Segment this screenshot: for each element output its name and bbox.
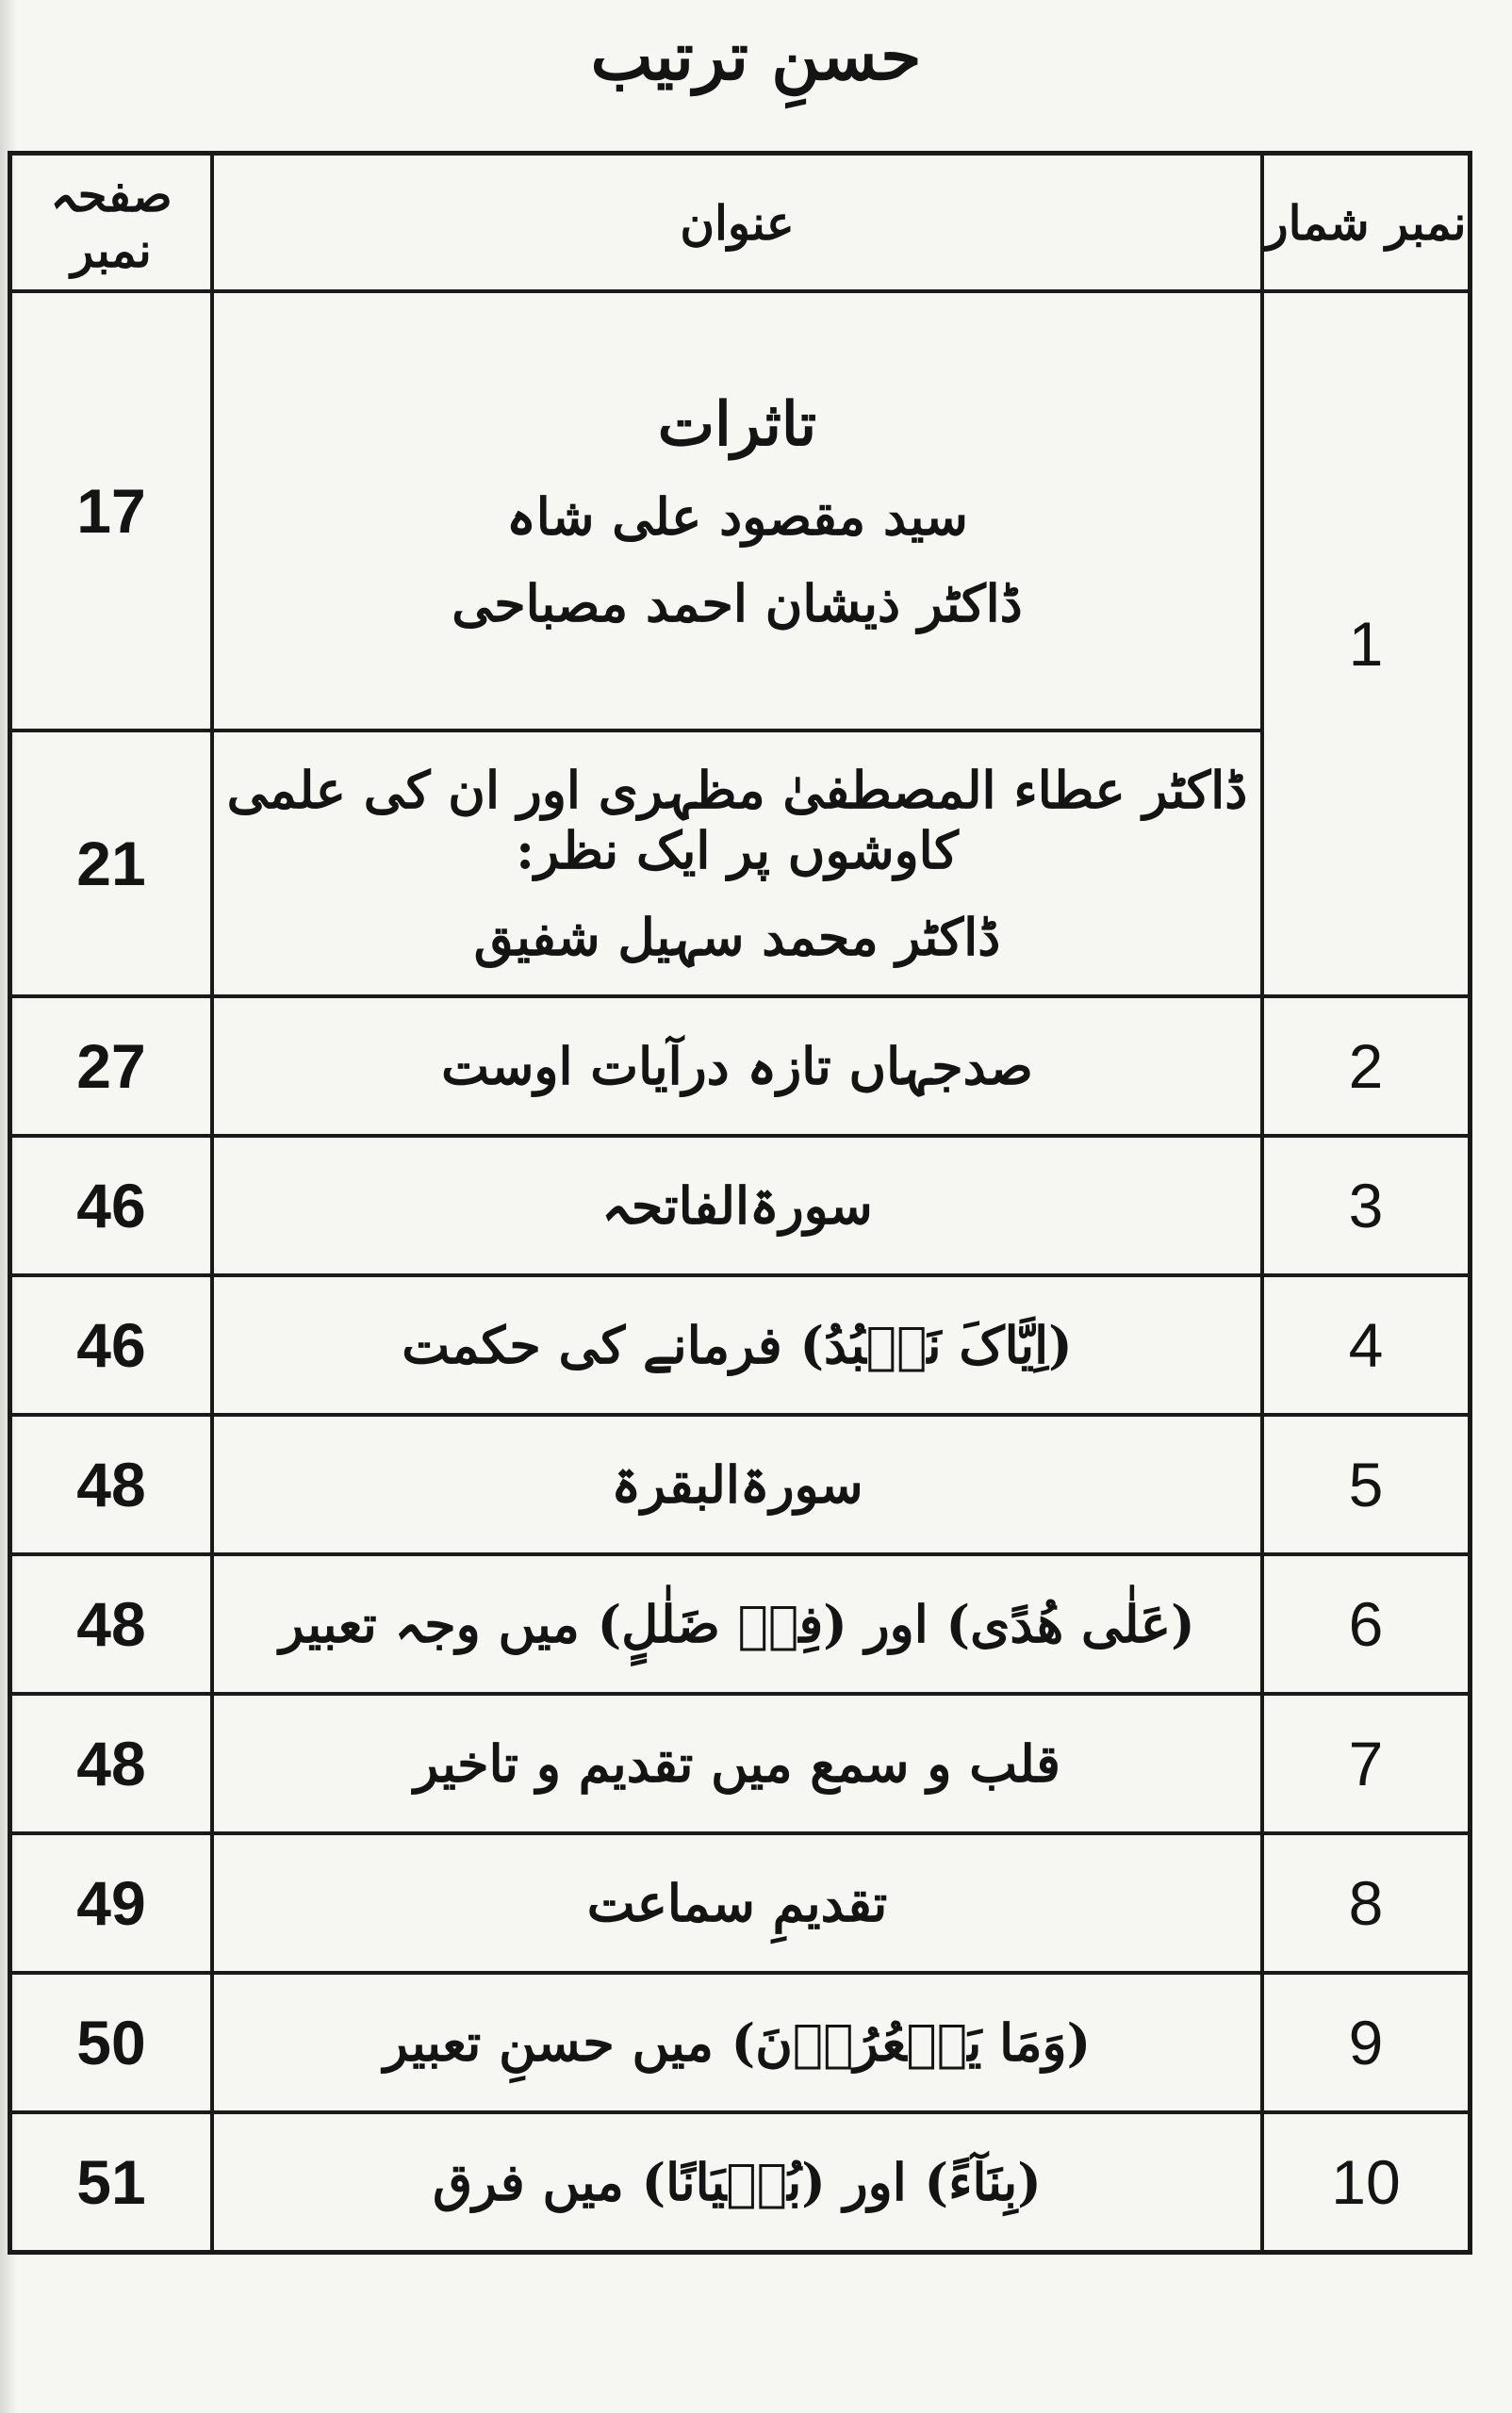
table-row	[10, 291, 1471, 730]
page-number: 46	[10, 1275, 213, 1415]
entry-title: (وَمَا یَشۡعُرُوۡنَ) میں حسنِ تعبیر	[383, 2012, 1092, 2073]
entry-author: ڈاکٹر ذیشان احمد مصباحی	[452, 572, 1023, 633]
table-row	[10, 1275, 1471, 1415]
serial-number: 8	[1262, 1833, 1471, 1973]
page-number: 49	[10, 1833, 213, 1973]
page-number: 48	[10, 1554, 213, 1694]
serial-number: 7	[1262, 1694, 1471, 1833]
serial-number: 3	[1262, 1136, 1471, 1275]
header-page-number: صفحہ نمبر	[10, 154, 213, 292]
page-number: 48	[10, 1694, 213, 1833]
page-title: حسنِ ترتیب	[590, 17, 922, 95]
table-row	[10, 1833, 1471, 1973]
table-row	[10, 2112, 1471, 2252]
entry-title: سورۃالبقرۃ	[611, 1454, 863, 1515]
entry-title: تقدیمِ سماعت	[586, 1873, 888, 1933]
entry-author: سید مقصود علی شاہ	[506, 485, 968, 547]
toc-table	[8, 151, 1472, 2255]
page-number: 21	[10, 730, 213, 996]
page-number: 48	[10, 1415, 213, 1554]
table-row	[10, 1136, 1471, 1275]
table-row	[10, 1973, 1471, 2112]
table-row	[10, 730, 1471, 996]
serial-number: 9	[1262, 1973, 1471, 2112]
entry-title: قلب و سمع میں تقدیم و تاخیر	[414, 1733, 1060, 1794]
page-number: 50	[10, 1973, 213, 2112]
page-number: 46	[10, 1136, 213, 1275]
table-row	[10, 1694, 1471, 1833]
entry-title-line: ڈاکٹر عطاء المصطفیٰ مظہری اور ان کی علمی کاوشوں پر ایک نظر:	[226, 760, 1248, 880]
serial-number: 10	[1262, 2112, 1471, 2252]
page-number: 17	[10, 291, 213, 730]
table-row	[10, 1554, 1471, 1694]
header-serial-number: نمبر شمار	[1262, 154, 1471, 292]
entry-title: سورۃالفاتحہ	[601, 1175, 873, 1236]
serial-number: 5	[1262, 1415, 1471, 1554]
entry-author: ڈاکٹر محمد سہیل شفیق	[473, 907, 1001, 967]
entry-title	[212, 730, 1262, 996]
serial-number: 6	[1262, 1554, 1471, 1694]
entry-title: (اِیَّاکَ نَعۡبُدُ) فرمانے کی حکمت	[402, 1315, 1073, 1375]
table-row	[10, 996, 1471, 1136]
entry-title: (بِنَآءً) اور (بُنۡیَانًا) میں فرق	[433, 2151, 1042, 2212]
page-number: 27	[10, 996, 213, 1136]
serial-number: 1	[1262, 291, 1471, 996]
page-number: 51	[10, 2112, 213, 2252]
serial-number: 4	[1262, 1275, 1471, 1415]
entry-title: صدجہاں تازہ درآیات اوست	[441, 1036, 1033, 1096]
table-row	[10, 1415, 1471, 1554]
serial-number: 2	[1262, 996, 1471, 1136]
entry-title	[212, 291, 1262, 730]
header-title: عنوان	[212, 154, 1262, 292]
header-row	[10, 154, 1471, 292]
entry-heading: تاثرات	[657, 388, 817, 460]
entry-title: (عَلٰی ھُدًی) اور (فِیۡ ضَلٰلٍ) میں وجہ تعبیر	[279, 1594, 1195, 1654]
